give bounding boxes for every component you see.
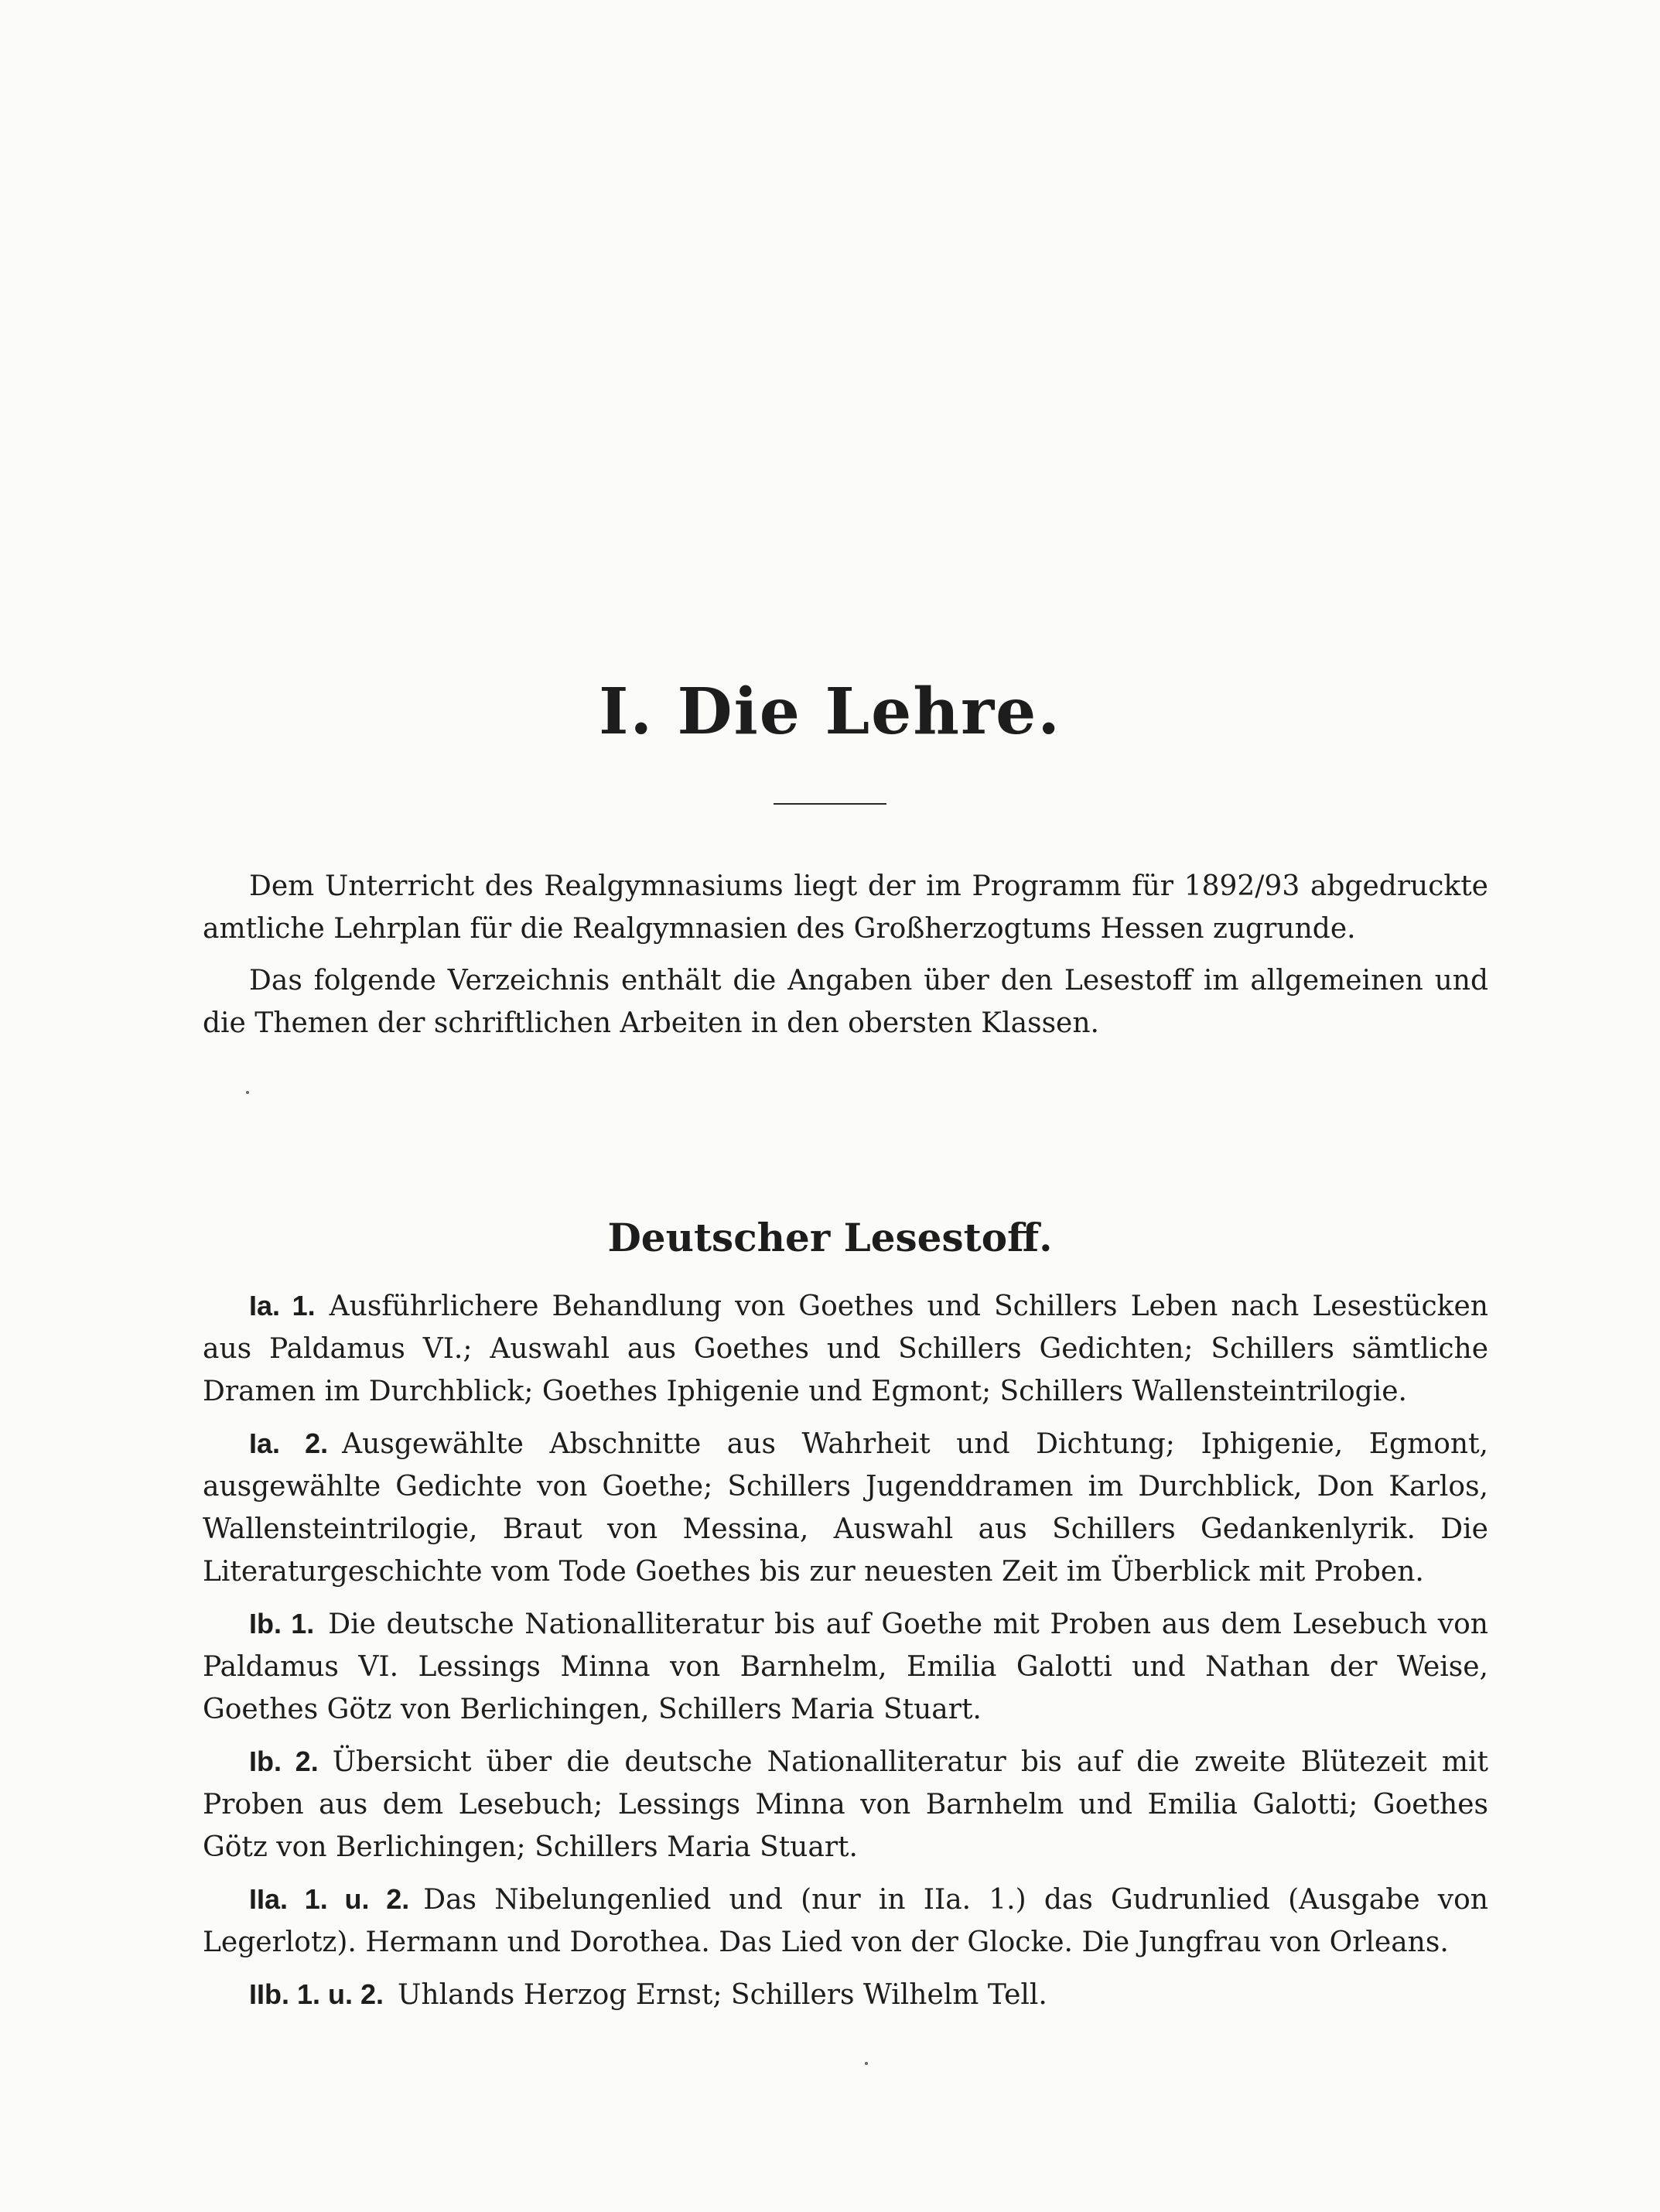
intro-paragraph-1: Dem Unterricht des Realgymnasiums liegt der im Programm für 1892/93 abgedruckte amtliche Lehrplan für die Realgymnasien des Großherzogtums Hessen zugrunde. [203, 870, 1488, 945]
paper-speck [246, 1091, 249, 1094]
reading-list [203, 1284, 1488, 2026]
entry-text: Ausführlichere Behandlung von Goethes und Schillers Leben nach Lesestücken aus Paldamus VI.; Auswahl aus Goethes und Schillers Gedichten; Schillers sämtliche Dramen im Durchblick; Goethes Iphigenie und Egmont; Schillers Wallensteintrilogie. [203, 1291, 1488, 1407]
class-label: IIb. 1. u. 2. [249, 1978, 384, 2010]
class-label: Ia. 1. [249, 1290, 316, 1321]
title-divider [774, 803, 886, 805]
list-item [203, 1602, 1488, 1731]
class-label: Ib. 2. [249, 1745, 319, 1777]
section-heading: Deutscher Lesestoff. [607, 1215, 1053, 1260]
entry-text: Uhlands Herzog Ernst; Schillers Wilhelm Tell. [398, 1979, 1047, 2011]
list-item [203, 1740, 1488, 1868]
entry-text: Ausgewählte Abschnitte aus Wahrheit und Dichtung; Iphigenie, Egmont, ausgewählte Gedichte von Goethe; Schillers Jugenddramen im Durchblick, Don Karlos, Wallensteintrilogie, Braut von Messina, Auswahl aus Schillers Gedankenlyrik. Die Literaturgeschichte vom Tode Goethes bis zur neuesten Zeit im Überblick mit Proben. [203, 1428, 1488, 1588]
page-title: I. Die Lehre. [599, 675, 1061, 749]
list-item [203, 1284, 1488, 1413]
list-item [203, 1878, 1488, 1964]
list-item [203, 1973, 1488, 2016]
entry-text: Die deutsche Nationalliteratur bis auf Goethe mit Proben aus dem Lesebuch von Paldamus VI. Lessings Minna von Barnhelm, Emilia Galotti und Nathan der Weise, Goethes Götz von Berlichingen, Schillers Maria Stuart. [203, 1609, 1488, 1725]
list-item [203, 1422, 1488, 1593]
entry-text: Übersicht über die deutsche Nationalliteratur bis auf die zweite Blütezeit mit Proben aus dem Lesebuch; Lessings Minna von Barnhelm und Emilia Galotti; Goethes Götz von Berlichingen; Schillers Maria Stuart. [203, 1746, 1488, 1863]
class-label: Ia. 2. [249, 1427, 329, 1459]
paper-speck [865, 2062, 868, 2065]
intro-paragraph-2: Das folgende Verzeichnis enthält die Angaben über den Lesestoff im allgemeinen und die Themen der schriftlichen Arbeiten in den obersten Klassen. [203, 965, 1488, 1039]
class-label: Ib. 1. [249, 1608, 315, 1639]
class-label: IIa. 1. u. 2. [249, 1883, 410, 1915]
entry-text: Das Nibelungenlied und (nur in IIa. 1.) das Gudrunlied (Ausgabe von Legerlotz). Hermann und Dorothea. Das Lied von der Glocke. Die Jungfrau von Orleans. [203, 1884, 1488, 1958]
